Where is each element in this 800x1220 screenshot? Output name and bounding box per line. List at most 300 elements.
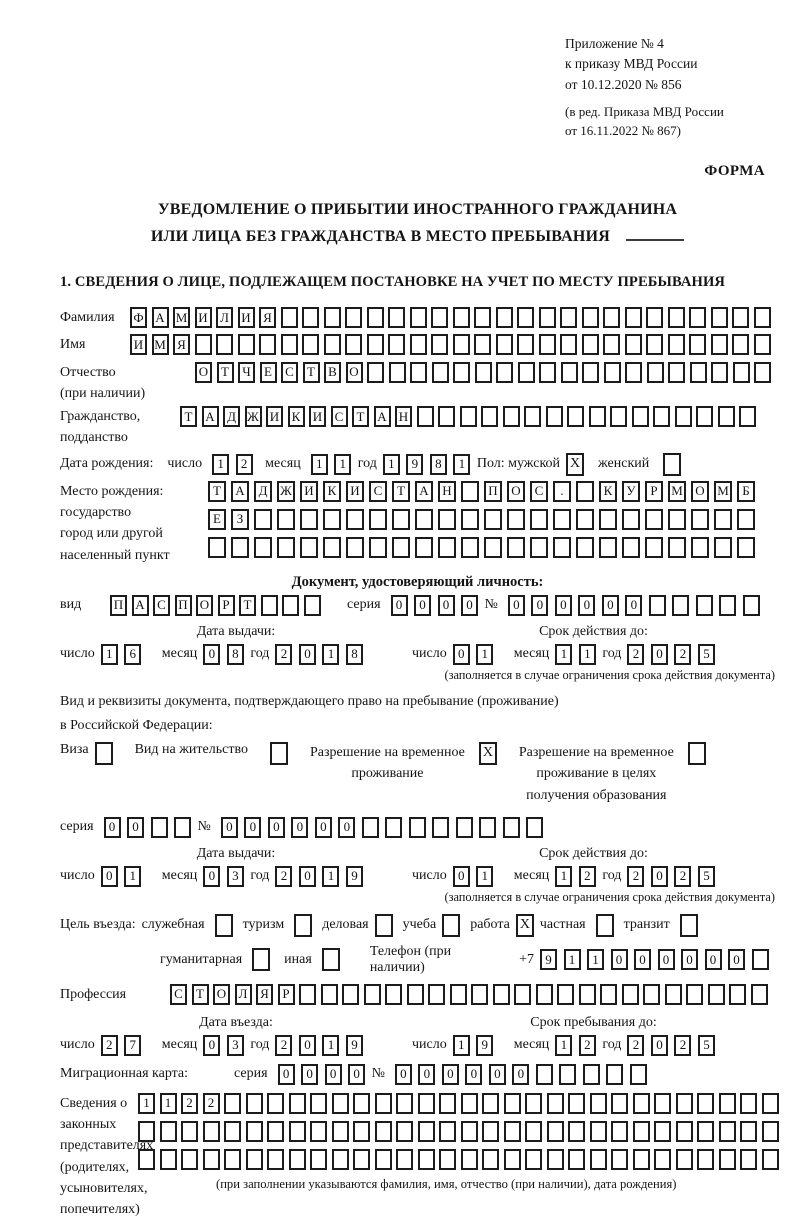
phone-digit-cell[interactable]: 0	[728, 949, 745, 970]
phone-digit-cell[interactable]: 0	[681, 949, 698, 970]
id-valid-year-cell[interactable]: 5	[698, 644, 715, 665]
citizenship-cell[interactable]	[739, 406, 756, 427]
surname-cell[interactable]: И	[195, 307, 212, 328]
res-issue-month-cell[interactable]: 0	[203, 866, 220, 887]
res-number-cell[interactable]: 0	[221, 817, 238, 838]
profession-cell[interactable]	[579, 984, 596, 1005]
guardians-cell[interactable]	[353, 1149, 370, 1170]
profession-cell[interactable]	[622, 984, 639, 1005]
birth-place-cell[interactable]: А	[415, 481, 433, 502]
entry-month-cell[interactable]: 0	[203, 1035, 220, 1056]
birth-place-cell[interactable]	[208, 537, 226, 558]
birth-place-cell[interactable]	[461, 537, 479, 558]
given-name-cell[interactable]	[496, 334, 513, 355]
guardians-cell[interactable]	[740, 1121, 757, 1142]
migration-number-cell[interactable]	[536, 1064, 553, 1085]
res-valid-month-cell[interactable]: 2	[579, 866, 596, 887]
given-name-cell[interactable]	[345, 334, 362, 355]
birth-place-cell[interactable]	[691, 537, 709, 558]
citizenship-cell[interactable]: А	[374, 406, 391, 427]
doc-number-cell[interactable]: 0	[555, 595, 572, 616]
birth-place-cell[interactable]	[323, 509, 341, 530]
phone-digit-cell[interactable]: 1	[587, 949, 604, 970]
guardians-cell[interactable]	[504, 1121, 521, 1142]
citizenship-cell[interactable]	[460, 406, 477, 427]
entry-year-cell[interactable]: 2	[275, 1035, 292, 1056]
migration-number-cell[interactable]	[583, 1064, 600, 1085]
birth-place-cell[interactable]	[415, 537, 433, 558]
profession-cell[interactable]	[385, 984, 402, 1005]
guardians-cell[interactable]	[353, 1093, 370, 1114]
guardians-cell[interactable]	[160, 1121, 177, 1142]
migration-series-cell[interactable]: 0	[348, 1064, 365, 1085]
res-valid-day-cell[interactable]: 0	[453, 866, 470, 887]
migration-number-cell[interactable]	[630, 1064, 647, 1085]
guardians-cell[interactable]: 2	[181, 1093, 198, 1114]
guardians-cell[interactable]: 1	[160, 1093, 177, 1114]
surname-cell[interactable]	[539, 307, 556, 328]
surname-cell[interactable]	[410, 307, 427, 328]
given-name-cell[interactable]	[539, 334, 556, 355]
id-valid-year-cell[interactable]: 2	[674, 644, 691, 665]
guardians-cell[interactable]	[267, 1121, 284, 1142]
guardians-cell[interactable]	[504, 1093, 521, 1114]
temp-residence-edu-checkbox-cell[interactable]	[688, 742, 706, 765]
patronymic-cell[interactable]	[410, 362, 427, 383]
birth-place-cell[interactable]: З	[231, 509, 249, 530]
res-number-cell[interactable]: 0	[268, 817, 285, 838]
id-issue-year-cell[interactable]: 1	[322, 644, 339, 665]
tourism-checkbox-cell[interactable]	[294, 914, 312, 937]
res-number-cell[interactable]: 0	[338, 817, 355, 838]
guardians-cell[interactable]	[439, 1121, 456, 1142]
migration-number-cell[interactable]: 0	[465, 1064, 482, 1085]
business-checkbox-cell[interactable]	[375, 914, 393, 937]
guardians-cell[interactable]	[697, 1121, 714, 1142]
guardians-cell[interactable]	[203, 1149, 220, 1170]
visa-checkbox-cell[interactable]	[95, 742, 113, 765]
guardians-cell[interactable]	[762, 1093, 779, 1114]
res-series-cell[interactable]: 0	[104, 817, 121, 838]
given-name-cell[interactable]	[410, 334, 427, 355]
patronymic-cell[interactable]	[518, 362, 535, 383]
citizenship-cell[interactable]: Т	[180, 406, 197, 427]
birth-place-cell[interactable]: Т	[392, 481, 410, 502]
id-valid-year-cell[interactable]: 2	[627, 644, 644, 665]
birth-place-cell[interactable]	[346, 537, 364, 558]
birth-place-cell[interactable]	[576, 509, 594, 530]
patronymic-cell[interactable]	[367, 362, 384, 383]
res-issue-day-cell[interactable]: 1	[124, 866, 141, 887]
surname-cell[interactable]: Л	[216, 307, 233, 328]
guardians-cell[interactable]	[568, 1121, 585, 1142]
guardians-cell[interactable]	[568, 1093, 585, 1114]
citizenship-cell[interactable]	[567, 406, 584, 427]
birth-place-cell[interactable]: С	[530, 481, 548, 502]
birth-place-cell[interactable]	[277, 537, 295, 558]
patronymic-cell[interactable]	[496, 362, 513, 383]
birth-place-cell[interactable]	[507, 509, 525, 530]
migration-series-cell[interactable]: 0	[325, 1064, 342, 1085]
birth-year-cell[interactable]: 8	[430, 454, 447, 475]
birth-place-cell[interactable]: Б	[737, 481, 755, 502]
id-issue-year-cell[interactable]: 8	[346, 644, 363, 665]
patronymic-cell[interactable]	[475, 362, 492, 383]
patronymic-cell[interactable]	[453, 362, 470, 383]
guardians-cell[interactable]	[461, 1121, 478, 1142]
citizenship-cell[interactable]	[589, 406, 606, 427]
res-valid-year-cell[interactable]: 2	[674, 866, 691, 887]
patronymic-cell[interactable]	[561, 362, 578, 383]
birth-place-cell[interactable]	[277, 509, 295, 530]
entry-day-cell[interactable]: 7	[124, 1035, 141, 1056]
birth-place-cell[interactable]	[645, 537, 663, 558]
profession-cell[interactable]	[729, 984, 746, 1005]
given-name-cell[interactable]	[216, 334, 233, 355]
res-issue-year-cell[interactable]: 9	[346, 866, 363, 887]
birth-place-cell[interactable]	[461, 481, 479, 502]
citizenship-cell[interactable]: Т	[352, 406, 369, 427]
surname-cell[interactable]	[732, 307, 749, 328]
migration-number-cell[interactable]: 0	[418, 1064, 435, 1085]
doc-type-cell[interactable]: П	[175, 595, 192, 616]
patronymic-cell[interactable]	[754, 362, 771, 383]
id-valid-year-cell[interactable]: 0	[651, 644, 668, 665]
birth-place-cell[interactable]	[576, 537, 594, 558]
id-issue-day-cell[interactable]: 6	[124, 644, 141, 665]
res-valid-month-cell[interactable]: 1	[555, 866, 572, 887]
guardians-cell[interactable]: 2	[203, 1093, 220, 1114]
citizenship-cell[interactable]	[503, 406, 520, 427]
citizenship-cell[interactable]: И	[266, 406, 283, 427]
given-name-cell[interactable]	[238, 334, 255, 355]
res-number-cell[interactable]: 0	[315, 817, 332, 838]
profession-cell[interactable]: Т	[192, 984, 209, 1005]
patronymic-cell[interactable]	[711, 362, 728, 383]
patronymic-cell[interactable]	[539, 362, 556, 383]
birth-place-cell[interactable]	[668, 509, 686, 530]
birth-place-cell[interactable]	[484, 537, 502, 558]
guardians-cell[interactable]	[246, 1121, 263, 1142]
profession-cell[interactable]: Я	[256, 984, 273, 1005]
guardians-cell[interactable]	[719, 1149, 736, 1170]
citizenship-cell[interactable]: С	[331, 406, 348, 427]
phone-digit-cell[interactable]	[752, 949, 769, 970]
birth-place-cell[interactable]: Р	[645, 481, 663, 502]
doc-number-cell[interactable]: 0	[625, 595, 642, 616]
guardians-cell[interactable]	[482, 1121, 499, 1142]
surname-cell[interactable]	[689, 307, 706, 328]
profession-cell[interactable]	[643, 984, 660, 1005]
birth-place-cell[interactable]	[737, 537, 755, 558]
patronymic-cell[interactable]: В	[324, 362, 341, 383]
profession-cell[interactable]	[428, 984, 445, 1005]
patronymic-cell[interactable]: Е	[260, 362, 277, 383]
study-checkbox-cell[interactable]	[442, 914, 460, 937]
guardians-cell[interactable]	[611, 1121, 628, 1142]
birth-month-cell[interactable]: 1	[334, 454, 351, 475]
res-valid-year-cell[interactable]: 0	[651, 866, 668, 887]
guardians-cell[interactable]	[246, 1093, 263, 1114]
doc-number-cell[interactable]: 0	[508, 595, 525, 616]
patronymic-cell[interactable]	[647, 362, 664, 383]
guardians-cell[interactable]	[676, 1093, 693, 1114]
other-checkbox-cell[interactable]	[322, 948, 340, 971]
birth-year-cell[interactable]: 1	[383, 454, 400, 475]
res-number-cell[interactable]: 0	[244, 817, 261, 838]
surname-cell[interactable]	[302, 307, 319, 328]
birth-place-cell[interactable]	[254, 509, 272, 530]
surname-cell[interactable]	[431, 307, 448, 328]
birth-place-cell[interactable]	[553, 509, 571, 530]
surname-cell[interactable]: Ф	[130, 307, 147, 328]
stay-day-cell[interactable]: 1	[453, 1035, 470, 1056]
birth-place-cell[interactable]	[484, 509, 502, 530]
given-name-cell[interactable]	[367, 334, 384, 355]
birth-place-cell[interactable]	[461, 509, 479, 530]
given-name-cell[interactable]	[474, 334, 491, 355]
profession-cell[interactable]	[471, 984, 488, 1005]
patronymic-cell[interactable]	[668, 362, 685, 383]
migration-number-cell[interactable]: 0	[442, 1064, 459, 1085]
birth-place-cell[interactable]	[346, 509, 364, 530]
doc-series-cell[interactable]: 0	[461, 595, 478, 616]
guardians-cell[interactable]	[396, 1121, 413, 1142]
migration-number-cell[interactable]	[559, 1064, 576, 1085]
patronymic-cell[interactable]	[733, 362, 750, 383]
patronymic-cell[interactable]: С	[281, 362, 298, 383]
profession-cell[interactable]: С	[170, 984, 187, 1005]
birth-place-cell[interactable]	[530, 509, 548, 530]
guardians-cell[interactable]	[740, 1149, 757, 1170]
doc-type-cell[interactable]: А	[132, 595, 149, 616]
birth-place-cell[interactable]: .	[553, 481, 571, 502]
given-name-cell[interactable]	[259, 334, 276, 355]
guardians-cell[interactable]	[676, 1121, 693, 1142]
guardians-cell[interactable]	[633, 1093, 650, 1114]
profession-cell[interactable]	[364, 984, 381, 1005]
birth-year-cell[interactable]: 9	[406, 454, 423, 475]
given-name-cell[interactable]: М	[152, 334, 169, 355]
birth-day-cell[interactable]: 1	[212, 454, 229, 475]
migration-number-cell[interactable]: 0	[489, 1064, 506, 1085]
guardians-cell[interactable]	[375, 1121, 392, 1142]
res-series-cell[interactable]: 0	[127, 817, 144, 838]
birth-day-cell[interactable]: 2	[236, 454, 253, 475]
profession-cell[interactable]	[708, 984, 725, 1005]
birth-place-cell[interactable]	[369, 537, 387, 558]
humanitarian-checkbox-cell[interactable]	[252, 948, 270, 971]
given-name-cell[interactable]: И	[130, 334, 147, 355]
doc-type-cell[interactable]: Т	[239, 595, 256, 616]
guardians-cell[interactable]	[719, 1093, 736, 1114]
stay-day-cell[interactable]: 9	[476, 1035, 493, 1056]
given-name-cell[interactable]	[711, 334, 728, 355]
surname-cell[interactable]: Я	[259, 307, 276, 328]
birth-place-cell[interactable]	[438, 537, 456, 558]
guardians-cell[interactable]	[310, 1093, 327, 1114]
guardians-cell[interactable]	[697, 1149, 714, 1170]
birth-place-cell[interactable]: Ж	[277, 481, 295, 502]
guardians-cell[interactable]	[267, 1149, 284, 1170]
guardians-cell[interactable]	[525, 1121, 542, 1142]
guardians-cell[interactable]	[590, 1093, 607, 1114]
profession-cell[interactable]	[600, 984, 617, 1005]
entry-month-cell[interactable]: 3	[227, 1035, 244, 1056]
profession-cell[interactable]: О	[213, 984, 230, 1005]
phone-digit-cell[interactable]: 0	[658, 949, 675, 970]
doc-number-cell[interactable]	[649, 595, 666, 616]
res-number-cell[interactable]	[526, 817, 543, 838]
guardians-cell[interactable]	[547, 1093, 564, 1114]
given-name-cell[interactable]	[754, 334, 771, 355]
guardians-cell[interactable]	[418, 1093, 435, 1114]
citizenship-cell[interactable]	[546, 406, 563, 427]
guardians-cell[interactable]	[762, 1121, 779, 1142]
citizenship-cell[interactable]	[675, 406, 692, 427]
doc-type-cell[interactable]	[261, 595, 278, 616]
res-valid-day-cell[interactable]: 1	[476, 866, 493, 887]
given-name-cell[interactable]	[582, 334, 599, 355]
surname-cell[interactable]	[625, 307, 642, 328]
stay-year-cell[interactable]: 0	[651, 1035, 668, 1056]
doc-number-cell[interactable]: 0	[602, 595, 619, 616]
birth-place-cell[interactable]: Т	[208, 481, 226, 502]
guardians-cell[interactable]	[418, 1121, 435, 1142]
doc-series-cell[interactable]: 0	[414, 595, 431, 616]
id-valid-month-cell[interactable]: 1	[579, 644, 596, 665]
res-number-cell[interactable]: 0	[291, 817, 308, 838]
profession-cell[interactable]	[751, 984, 768, 1005]
res-issue-year-cell[interactable]: 1	[322, 866, 339, 887]
guardians-cell[interactable]	[181, 1121, 198, 1142]
guardians-cell[interactable]	[332, 1121, 349, 1142]
res-number-cell[interactable]	[385, 817, 402, 838]
residence-permit-checkbox-cell[interactable]	[270, 742, 288, 765]
guardians-cell[interactable]	[289, 1149, 306, 1170]
guardians-cell[interactable]	[224, 1149, 241, 1170]
profession-cell[interactable]	[450, 984, 467, 1005]
birth-place-cell[interactable]: О	[507, 481, 525, 502]
guardians-cell[interactable]	[654, 1121, 671, 1142]
citizenship-cell[interactable]	[653, 406, 670, 427]
citizenship-cell[interactable]: Ж	[245, 406, 262, 427]
doc-number-cell[interactable]	[719, 595, 736, 616]
surname-cell[interactable]: М	[173, 307, 190, 328]
entry-year-cell[interactable]: 1	[322, 1035, 339, 1056]
patronymic-cell[interactable]	[582, 362, 599, 383]
stay-year-cell[interactable]: 2	[674, 1035, 691, 1056]
guardians-cell[interactable]	[654, 1149, 671, 1170]
birth-place-cell[interactable]	[737, 509, 755, 530]
profession-cell[interactable]	[299, 984, 316, 1005]
guardians-cell[interactable]	[267, 1093, 284, 1114]
birth-place-cell[interactable]	[507, 537, 525, 558]
profession-cell[interactable]	[342, 984, 359, 1005]
phone-digit-cell[interactable]: 0	[705, 949, 722, 970]
birth-place-cell[interactable]: О	[691, 481, 709, 502]
given-name-cell[interactable]	[646, 334, 663, 355]
guardians-cell[interactable]	[246, 1149, 263, 1170]
guardians-cell[interactable]	[439, 1149, 456, 1170]
res-valid-year-cell[interactable]: 2	[627, 866, 644, 887]
profession-cell[interactable]: Л	[235, 984, 252, 1005]
guardians-cell[interactable]	[482, 1093, 499, 1114]
guardians-cell[interactable]	[181, 1149, 198, 1170]
migration-number-cell[interactable]	[606, 1064, 623, 1085]
birth-place-cell[interactable]	[714, 537, 732, 558]
surname-cell[interactable]	[646, 307, 663, 328]
surname-cell[interactable]	[324, 307, 341, 328]
surname-cell[interactable]	[367, 307, 384, 328]
surname-cell[interactable]	[560, 307, 577, 328]
guardians-cell[interactable]	[203, 1121, 220, 1142]
guardians-cell[interactable]	[224, 1093, 241, 1114]
birth-place-cell[interactable]: У	[622, 481, 640, 502]
birth-place-cell[interactable]	[300, 537, 318, 558]
doc-series-cell[interactable]: 0	[391, 595, 408, 616]
given-name-cell[interactable]	[281, 334, 298, 355]
profession-cell[interactable]: Р	[278, 984, 295, 1005]
citizenship-cell[interactable]: К	[288, 406, 305, 427]
doc-type-cell[interactable]	[282, 595, 299, 616]
stay-month-cell[interactable]: 2	[579, 1035, 596, 1056]
official-checkbox-cell[interactable]	[215, 914, 233, 937]
transit-checkbox-cell[interactable]	[680, 914, 698, 937]
doc-series-cell[interactable]: 0	[438, 595, 455, 616]
doc-number-cell[interactable]: 0	[531, 595, 548, 616]
surname-cell[interactable]	[603, 307, 620, 328]
birth-place-cell[interactable]	[714, 509, 732, 530]
guardians-cell[interactable]	[138, 1121, 155, 1142]
birth-place-cell[interactable]	[599, 509, 617, 530]
entry-year-cell[interactable]: 9	[346, 1035, 363, 1056]
profession-cell[interactable]	[321, 984, 338, 1005]
birth-place-cell[interactable]: Д	[254, 481, 272, 502]
guardians-cell[interactable]	[697, 1093, 714, 1114]
id-issue-year-cell[interactable]: 0	[299, 644, 316, 665]
res-issue-day-cell[interactable]: 0	[101, 866, 118, 887]
citizenship-cell[interactable]	[718, 406, 735, 427]
profession-cell[interactable]	[407, 984, 424, 1005]
guardians-cell[interactable]	[568, 1149, 585, 1170]
guardians-cell[interactable]	[611, 1149, 628, 1170]
surname-cell[interactable]	[345, 307, 362, 328]
guardians-cell[interactable]	[633, 1149, 650, 1170]
id-issue-day-cell[interactable]: 1	[101, 644, 118, 665]
surname-cell[interactable]	[711, 307, 728, 328]
private-checkbox-cell[interactable]	[596, 914, 614, 937]
citizenship-cell[interactable]	[438, 406, 455, 427]
guardians-cell[interactable]	[740, 1093, 757, 1114]
patronymic-cell[interactable]	[389, 362, 406, 383]
given-name-cell[interactable]	[431, 334, 448, 355]
birth-place-cell[interactable]	[254, 537, 272, 558]
entry-day-cell[interactable]: 2	[101, 1035, 118, 1056]
birth-place-cell[interactable]	[645, 509, 663, 530]
migration-number-cell[interactable]: 0	[512, 1064, 529, 1085]
phone-digit-cell[interactable]: 0	[611, 949, 628, 970]
guardians-cell[interactable]	[396, 1149, 413, 1170]
given-name-cell[interactable]	[453, 334, 470, 355]
guardians-cell[interactable]	[525, 1093, 542, 1114]
citizenship-cell[interactable]	[610, 406, 627, 427]
citizenship-cell[interactable]: А	[202, 406, 219, 427]
female-checkbox-cell[interactable]	[663, 453, 681, 476]
guardians-cell[interactable]	[547, 1149, 564, 1170]
phone-digit-cell[interactable]: 0	[634, 949, 651, 970]
given-name-cell[interactable]	[517, 334, 534, 355]
